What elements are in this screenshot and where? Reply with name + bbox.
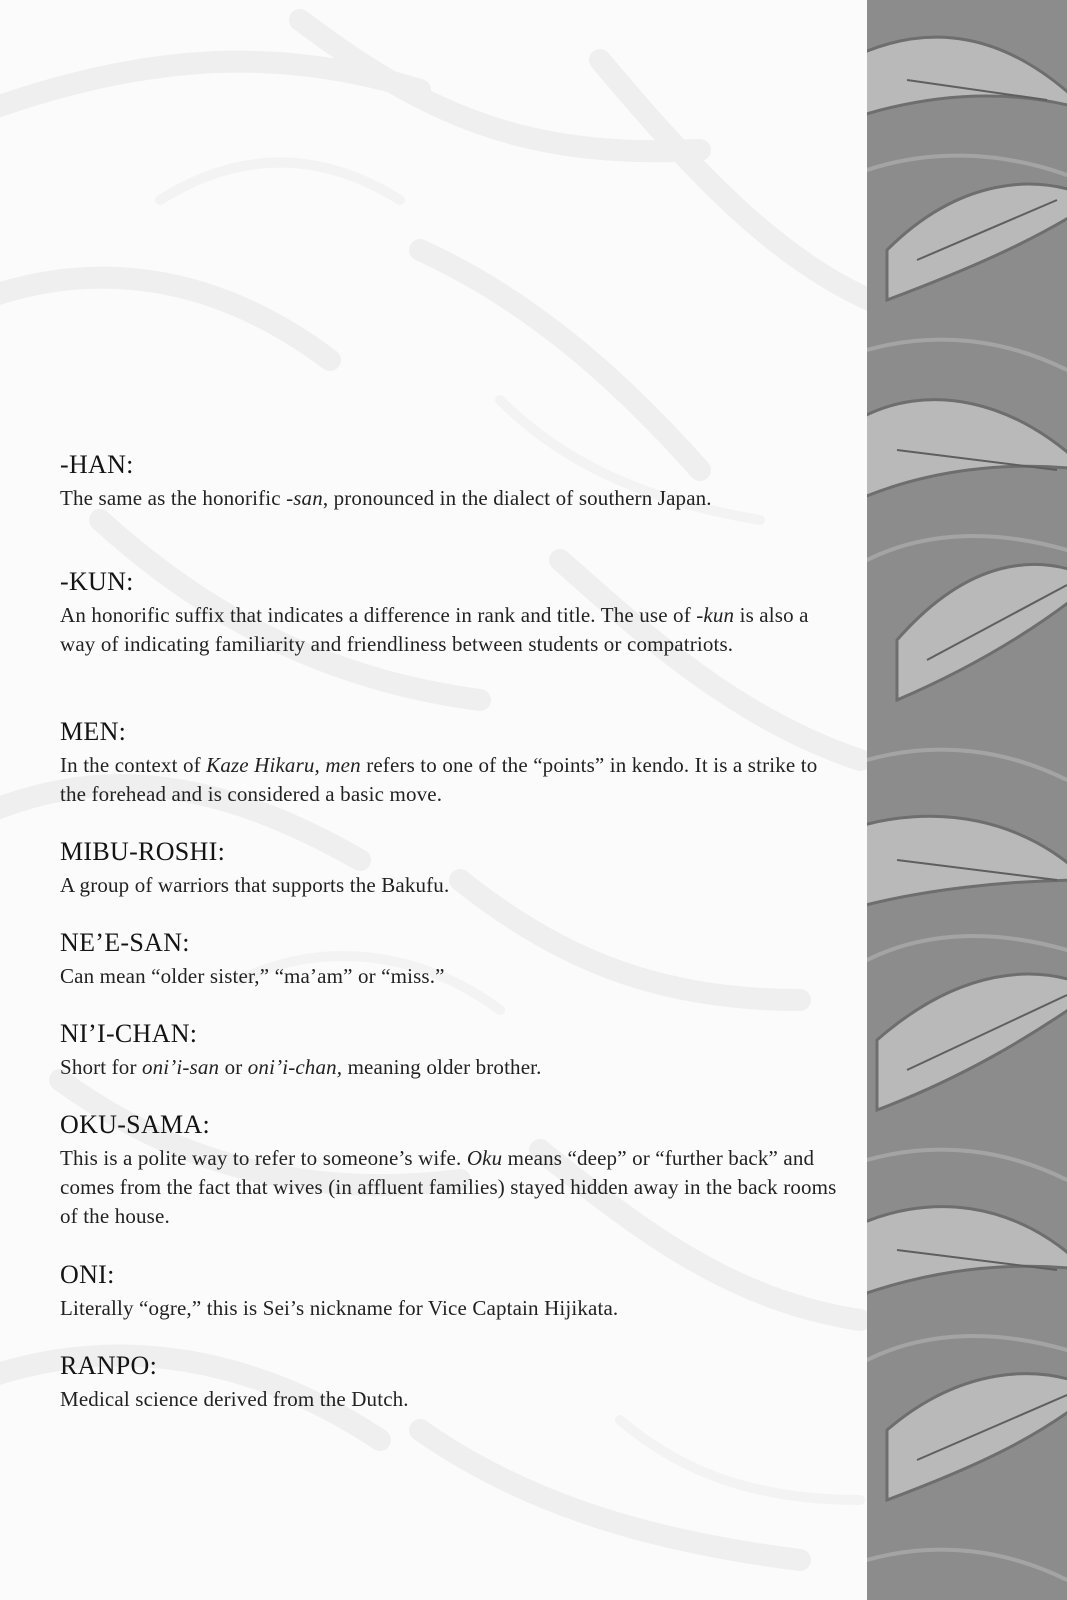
term-ranpo: RANPO: xyxy=(60,1351,158,1380)
definition-oni: Literally “ogre,” this is Sei’s nickname for Vice Captain Hijikata. xyxy=(60,1296,619,1320)
glossary-entry-han xyxy=(60,450,712,513)
glossary-entry-ne-e-san xyxy=(60,928,445,991)
definition-mibu-roshi: A group of warriors that supports the Bakufu. xyxy=(60,873,450,897)
term-men: MEN: xyxy=(60,717,127,746)
term-oku-sama: OKU-SAMA: xyxy=(60,1110,211,1139)
glossary-entry-mibu-roshi xyxy=(60,837,449,900)
definition-ne-e-san: Can mean “older sister,” “ma’am” or “miss.” xyxy=(60,964,445,988)
glossary-entry-oku-sama xyxy=(60,1110,840,1231)
definition-ranpo: Medical science derived from the Dutch. xyxy=(60,1387,409,1411)
term-kun: -KUN: xyxy=(60,567,134,596)
decorative-side-panel xyxy=(867,0,1067,1600)
glossary-entry-ranpo xyxy=(60,1351,409,1414)
glossary-entry-kun xyxy=(60,567,840,659)
glossary-entry-men xyxy=(60,717,840,809)
glossary-entry-ni-i-chan xyxy=(60,1019,542,1082)
term-oni: ONI: xyxy=(60,1260,115,1289)
definition-han: The same as the honorific -san, pronounced in the dialect of southern Japan. xyxy=(60,486,712,510)
term-mibu-roshi: MIBU-ROSHI: xyxy=(60,837,226,866)
term-ne-e-san: NE’E-SAN: xyxy=(60,928,190,957)
definition-oku-sama: This is a polite way to refer to someone’s wife. Oku means “deep” or “further back” and comes from the fact that wives (in affluent families) stayed hidden away in the back rooms of the house. xyxy=(60,1146,837,1228)
term-han: -HAN: xyxy=(60,450,134,479)
definition-kun: An honorific suffix that indicates a difference in rank and title. The use of -kun is also a way of indicating familiarity and friendliness between students or compatriots. xyxy=(60,603,809,656)
glossary-entry-oni xyxy=(60,1260,618,1323)
definition-ni-i-chan: Short for oni’i-san or oni’i-chan, meaning older brother. xyxy=(60,1055,542,1079)
term-ni-i-chan: NI’I-CHAN: xyxy=(60,1019,198,1048)
definition-men: In the context of Kaze Hikaru, men refers to one of the “points” in kendo. It is a strike to the forehead and is considered a basic move. xyxy=(60,753,818,806)
